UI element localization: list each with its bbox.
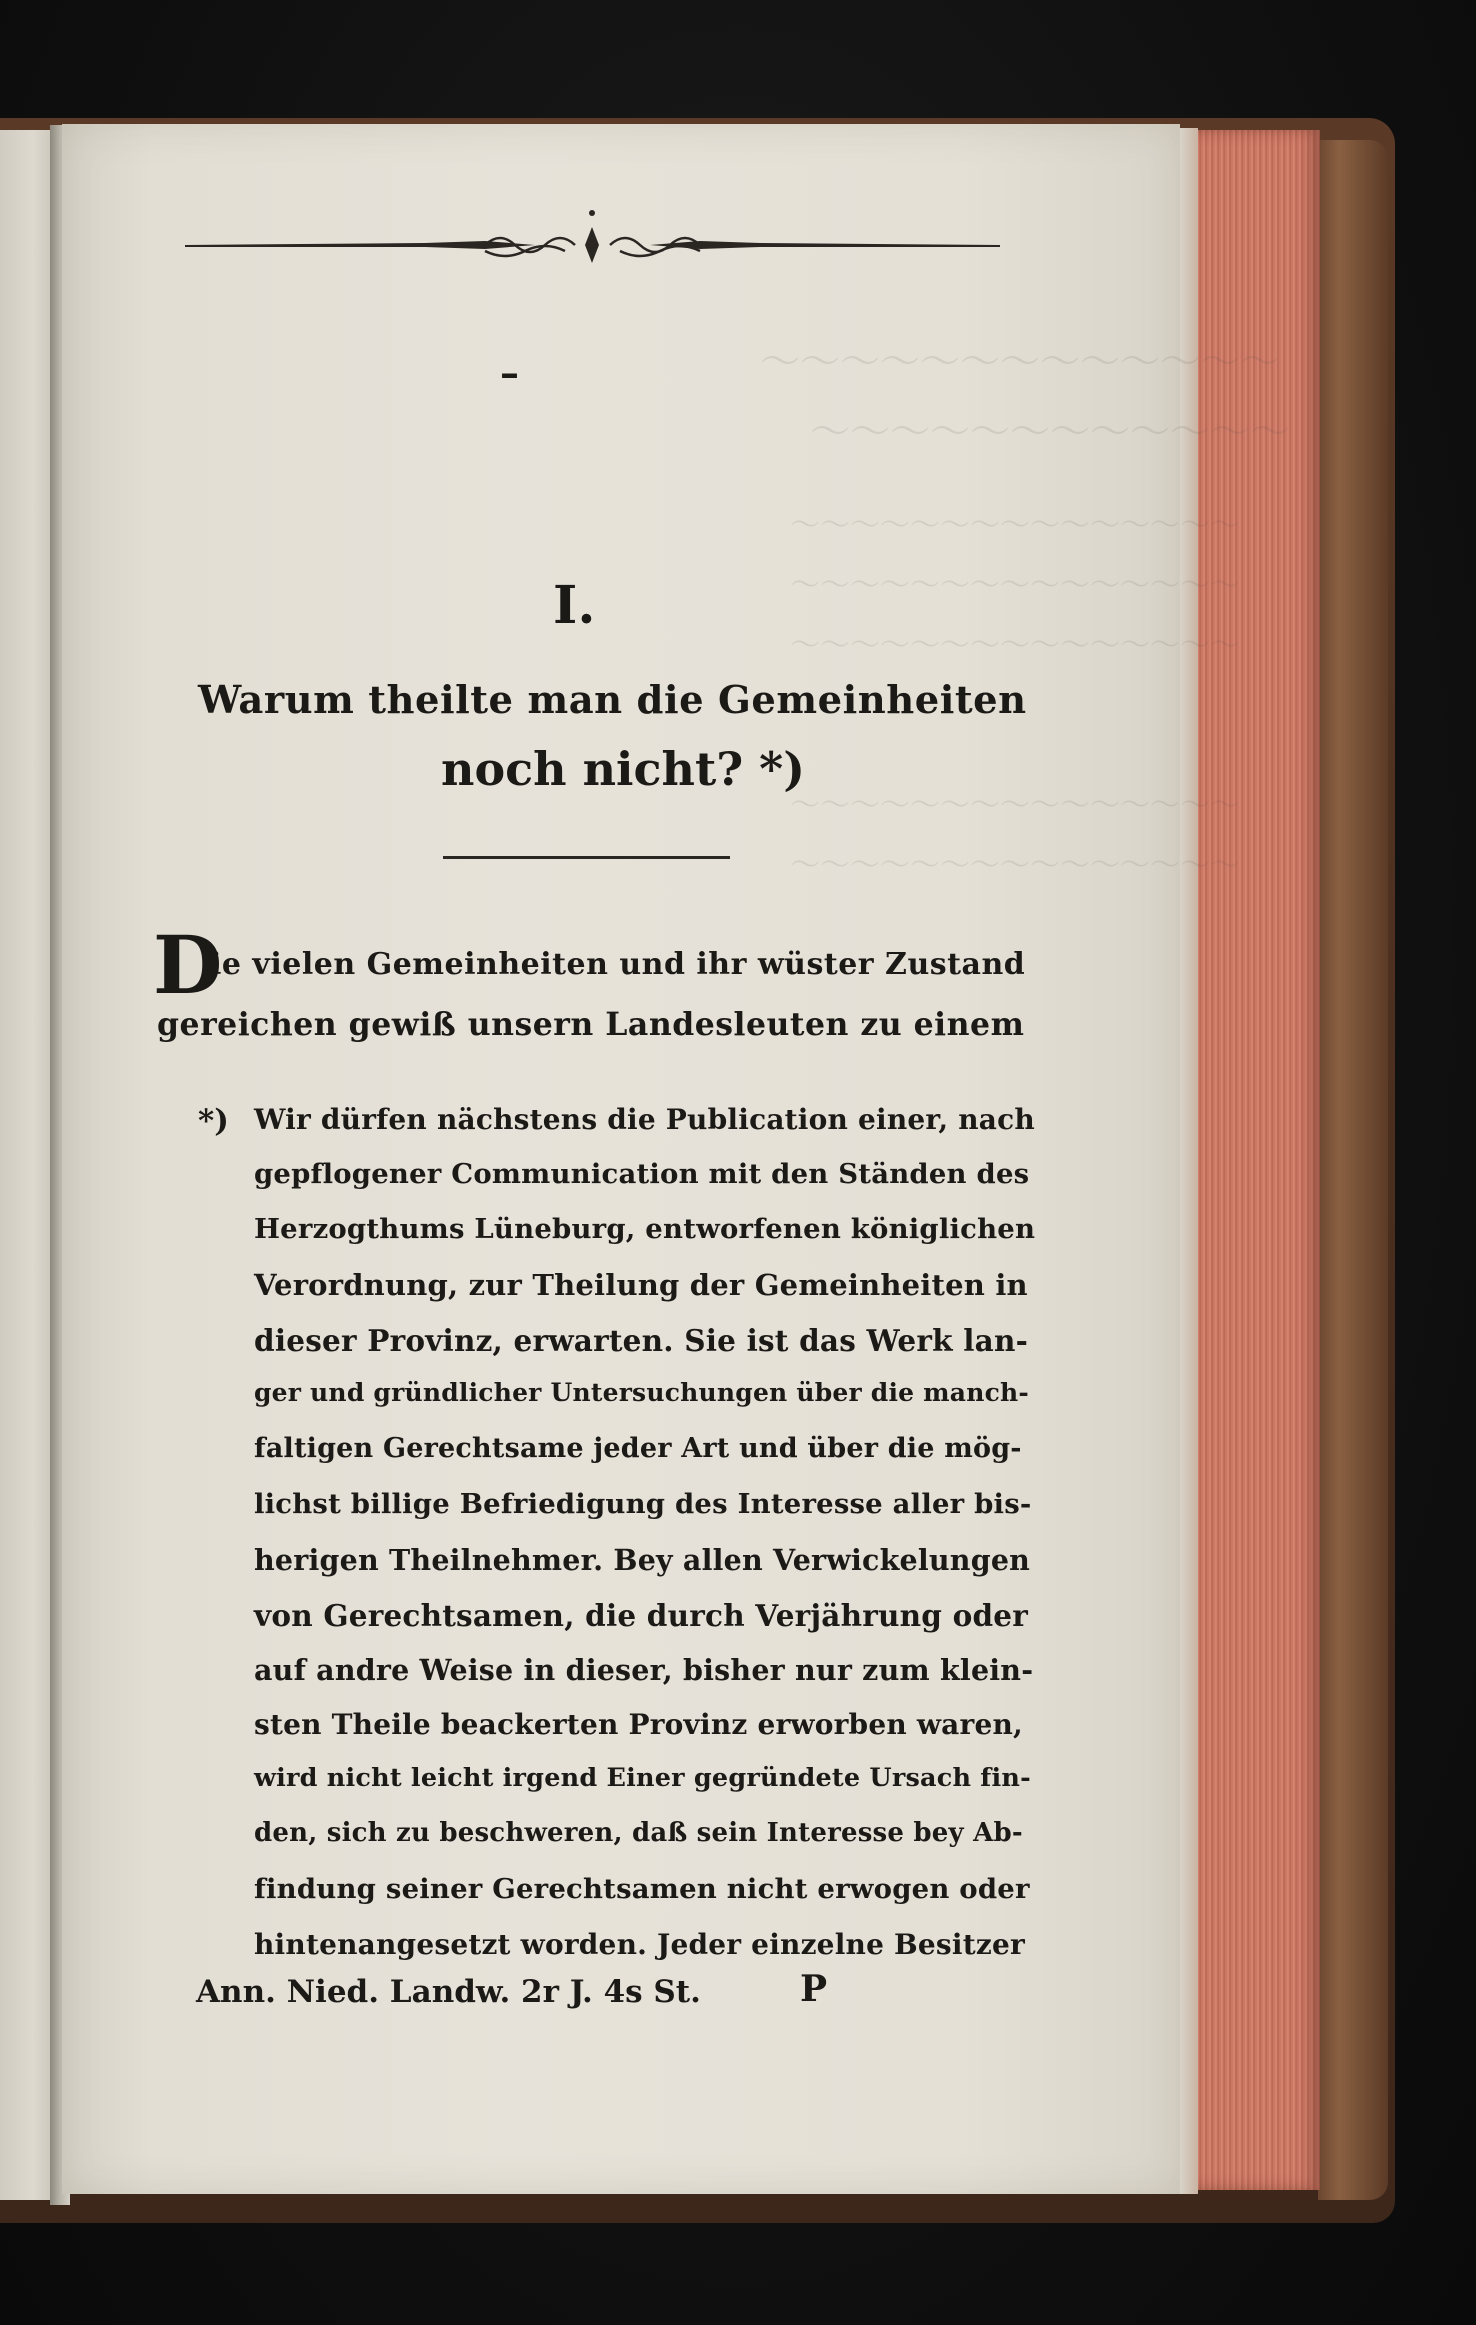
footnote-line: den, sich zu beschweren, daß sein Interesse bey Ab- (254, 1818, 1023, 1848)
signature-mark: P (800, 1968, 828, 2010)
chapter-title-line-1: Warum theilte man die Gemeinheiten (198, 678, 1027, 723)
chapter-title-line-2: noch nicht? *) (441, 742, 806, 796)
show-through-text: ～～～～～～～～～～～～～～～ (790, 848, 1240, 883)
footnote-line: faltigen Gerechtsame jeder Art und über die mög- (254, 1433, 1022, 1464)
footnote-line: wird nicht leicht irgend Einer gegründete Ursach fin- (254, 1763, 1031, 1793)
book-cover-edge (1318, 140, 1388, 2200)
footnote-line: findung seiner Gerechtsamen nicht erwogen oder (254, 1873, 1030, 1905)
footnote-line: lichst billige Befriedigung des Interesse aller bis- (254, 1488, 1032, 1520)
footnote-line: auf andre Weise in dieser, bisher nur zum klein- (254, 1653, 1034, 1687)
footnote-line: ger und gründlicher Untersuchungen über die manch- (254, 1378, 1029, 1407)
show-through-text: ～～～～～～～～～～～～～～～ (790, 568, 1240, 603)
footnote-mark: *) (198, 1103, 229, 1139)
title-divider (443, 856, 730, 859)
footnote-line: von Gerechtsamen, die durch Verjährung oder (254, 1598, 1028, 1633)
page-dash: – (500, 350, 519, 395)
ornament-header-rule (185, 205, 1000, 275)
footnote-line: hintenangesetzt worden. Jeder einzelne Besitzer (254, 1928, 1025, 1961)
drop-cap: D (153, 918, 223, 1012)
show-through-text: ～～～～～～～～～～～～～ (760, 339, 1280, 385)
body-line: ie vielen Gemeinheiten und ihr wüster Zustand (210, 947, 1026, 982)
footnote-line: Wir dürfen nächstens die Publication einer, nach (254, 1103, 1035, 1136)
footnote-line: sten Theile beackerten Provinz erworben waren, (254, 1708, 1023, 1741)
show-through-text: ～～～～～～～～～～～～～～～ (790, 788, 1240, 823)
show-through-text: ～～～～～～～～～～～～ (810, 409, 1290, 455)
footnote-line: dieser Provinz, erwarten. Sie ist das Werk lan- (254, 1323, 1029, 1358)
show-through-text: ～～～～～～～～～～～～～～～ (790, 628, 1240, 663)
signature-line: Ann. Nied. Landw. 2r J. 4s St. (196, 1974, 701, 2010)
footnote-line: Herzogthums Lüneburg, entworfenen königlichen (254, 1213, 1036, 1245)
footnote-line: gepflogener Communication mit den Ständen des (254, 1158, 1030, 1190)
footnote-line: herigen Theilnehmer. Bey allen Verwickelungen (254, 1543, 1031, 1577)
left-page-sliver (0, 130, 54, 2200)
body-line: gereichen gewiß unsern Landesleuten zu einem (157, 1006, 1025, 1043)
footnote-line: Verordnung, zur Theilung der Gemeinheiten in (254, 1268, 1028, 1302)
show-through-text: ～～～～～～～～～～～～～～～ (790, 508, 1240, 543)
chapter-number: I. (553, 575, 596, 636)
